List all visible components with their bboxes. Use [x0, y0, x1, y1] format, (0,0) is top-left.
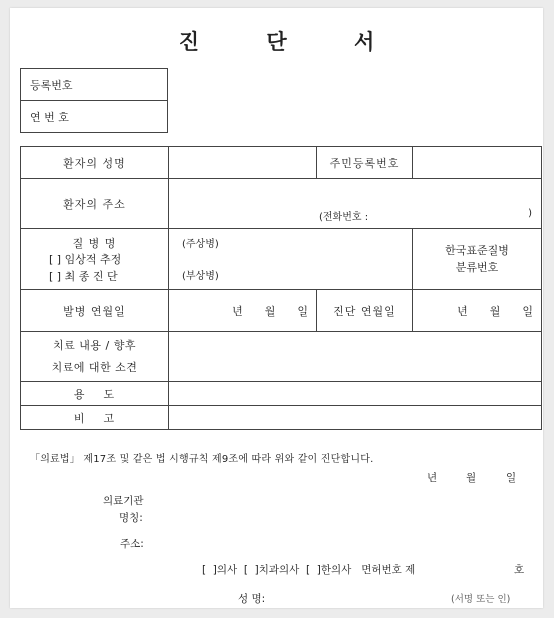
phone-label: (전화번호 :	[319, 212, 369, 223]
document-title: 진 단 서	[178, 30, 405, 54]
treatment-label-2: 치료에 대한 소견	[51, 360, 138, 374]
sub-disease-label: (부상병)	[182, 271, 219, 282]
remarks-label: 비 고	[21, 406, 169, 430]
table-row	[21, 229, 542, 290]
sign-note: (서명 또는 인)	[451, 594, 511, 605]
address-label: 주소:	[120, 538, 144, 550]
purpose-label: 용 도	[21, 382, 169, 406]
diagnosis-date-label: 진단 연월일	[317, 290, 413, 332]
diagnosis-year: 년	[457, 304, 468, 318]
phone-close: )	[528, 208, 532, 219]
onset-date-field[interactable]	[169, 290, 317, 332]
purpose-field[interactable]	[169, 382, 542, 406]
patient-address-label: 환자의 주소	[21, 179, 169, 229]
footer-day: 일	[506, 472, 517, 484]
certificate-page	[10, 8, 543, 608]
institution-label-1: 의료기관	[103, 495, 144, 507]
institution-label-2: 명칭:	[119, 512, 143, 524]
final-diagnosis-option[interactable]: [ ] 최 종 진 단	[49, 270, 118, 283]
kcd-label-1: 한국표준질병	[445, 244, 509, 257]
patient-name-field[interactable]	[169, 147, 317, 179]
disease-label: 질 병 명	[72, 237, 117, 250]
reg-no-label: 등록번호	[21, 69, 168, 101]
onset-date-label: 발병 연월일	[21, 290, 169, 332]
table-row	[21, 147, 542, 179]
resident-no-field[interactable]	[413, 147, 542, 179]
kcd-label-2: 분류번호	[455, 261, 499, 274]
onset-day: 일	[297, 304, 308, 318]
treatment-label-1: 치료 내용 / 향후	[53, 338, 136, 352]
legal-statement: 「의료법」 제17조 및 같은 법 시행규칙 제9조에 따라 위와 같이 진단합니다.	[30, 454, 374, 465]
resident-no-label: 주민등록번호	[317, 147, 413, 179]
table-row	[21, 406, 542, 430]
disease-label-cell	[21, 229, 169, 290]
diagnosis-date-field[interactable]	[413, 290, 542, 332]
license-line: [ ]의사 [ ]치과의사 [ ]한의사 면허번호 제	[202, 564, 416, 576]
treatment-field[interactable]	[169, 332, 542, 382]
treatment-label-cell	[21, 332, 169, 382]
patient-address-field[interactable]	[169, 179, 542, 229]
footer-year: 년	[427, 472, 438, 484]
patient-name-label: 환자의 성명	[21, 147, 169, 179]
license-suffix: 호	[514, 564, 525, 576]
remarks-field[interactable]	[169, 406, 542, 430]
main-disease-label: (주상병)	[182, 239, 219, 250]
table-row	[21, 290, 542, 332]
diagnosis-table	[20, 146, 542, 430]
footer-month: 월	[466, 472, 477, 484]
table-row	[21, 332, 542, 382]
signer-label: 성 명:	[238, 593, 266, 605]
diagnosis-month: 월	[489, 304, 501, 318]
clinical-estimate-option[interactable]: [ ] 임상적 추정	[49, 253, 122, 266]
table-row	[21, 382, 542, 406]
onset-month: 월	[264, 304, 276, 318]
kcd-code-cell[interactable]	[413, 229, 542, 290]
serial-no-label: 연 번 호	[21, 101, 168, 133]
disease-field[interactable]	[169, 229, 413, 290]
registration-table	[20, 68, 168, 133]
onset-year: 년	[232, 304, 243, 318]
diagnosis-day: 일	[522, 304, 533, 318]
table-row	[21, 179, 542, 229]
